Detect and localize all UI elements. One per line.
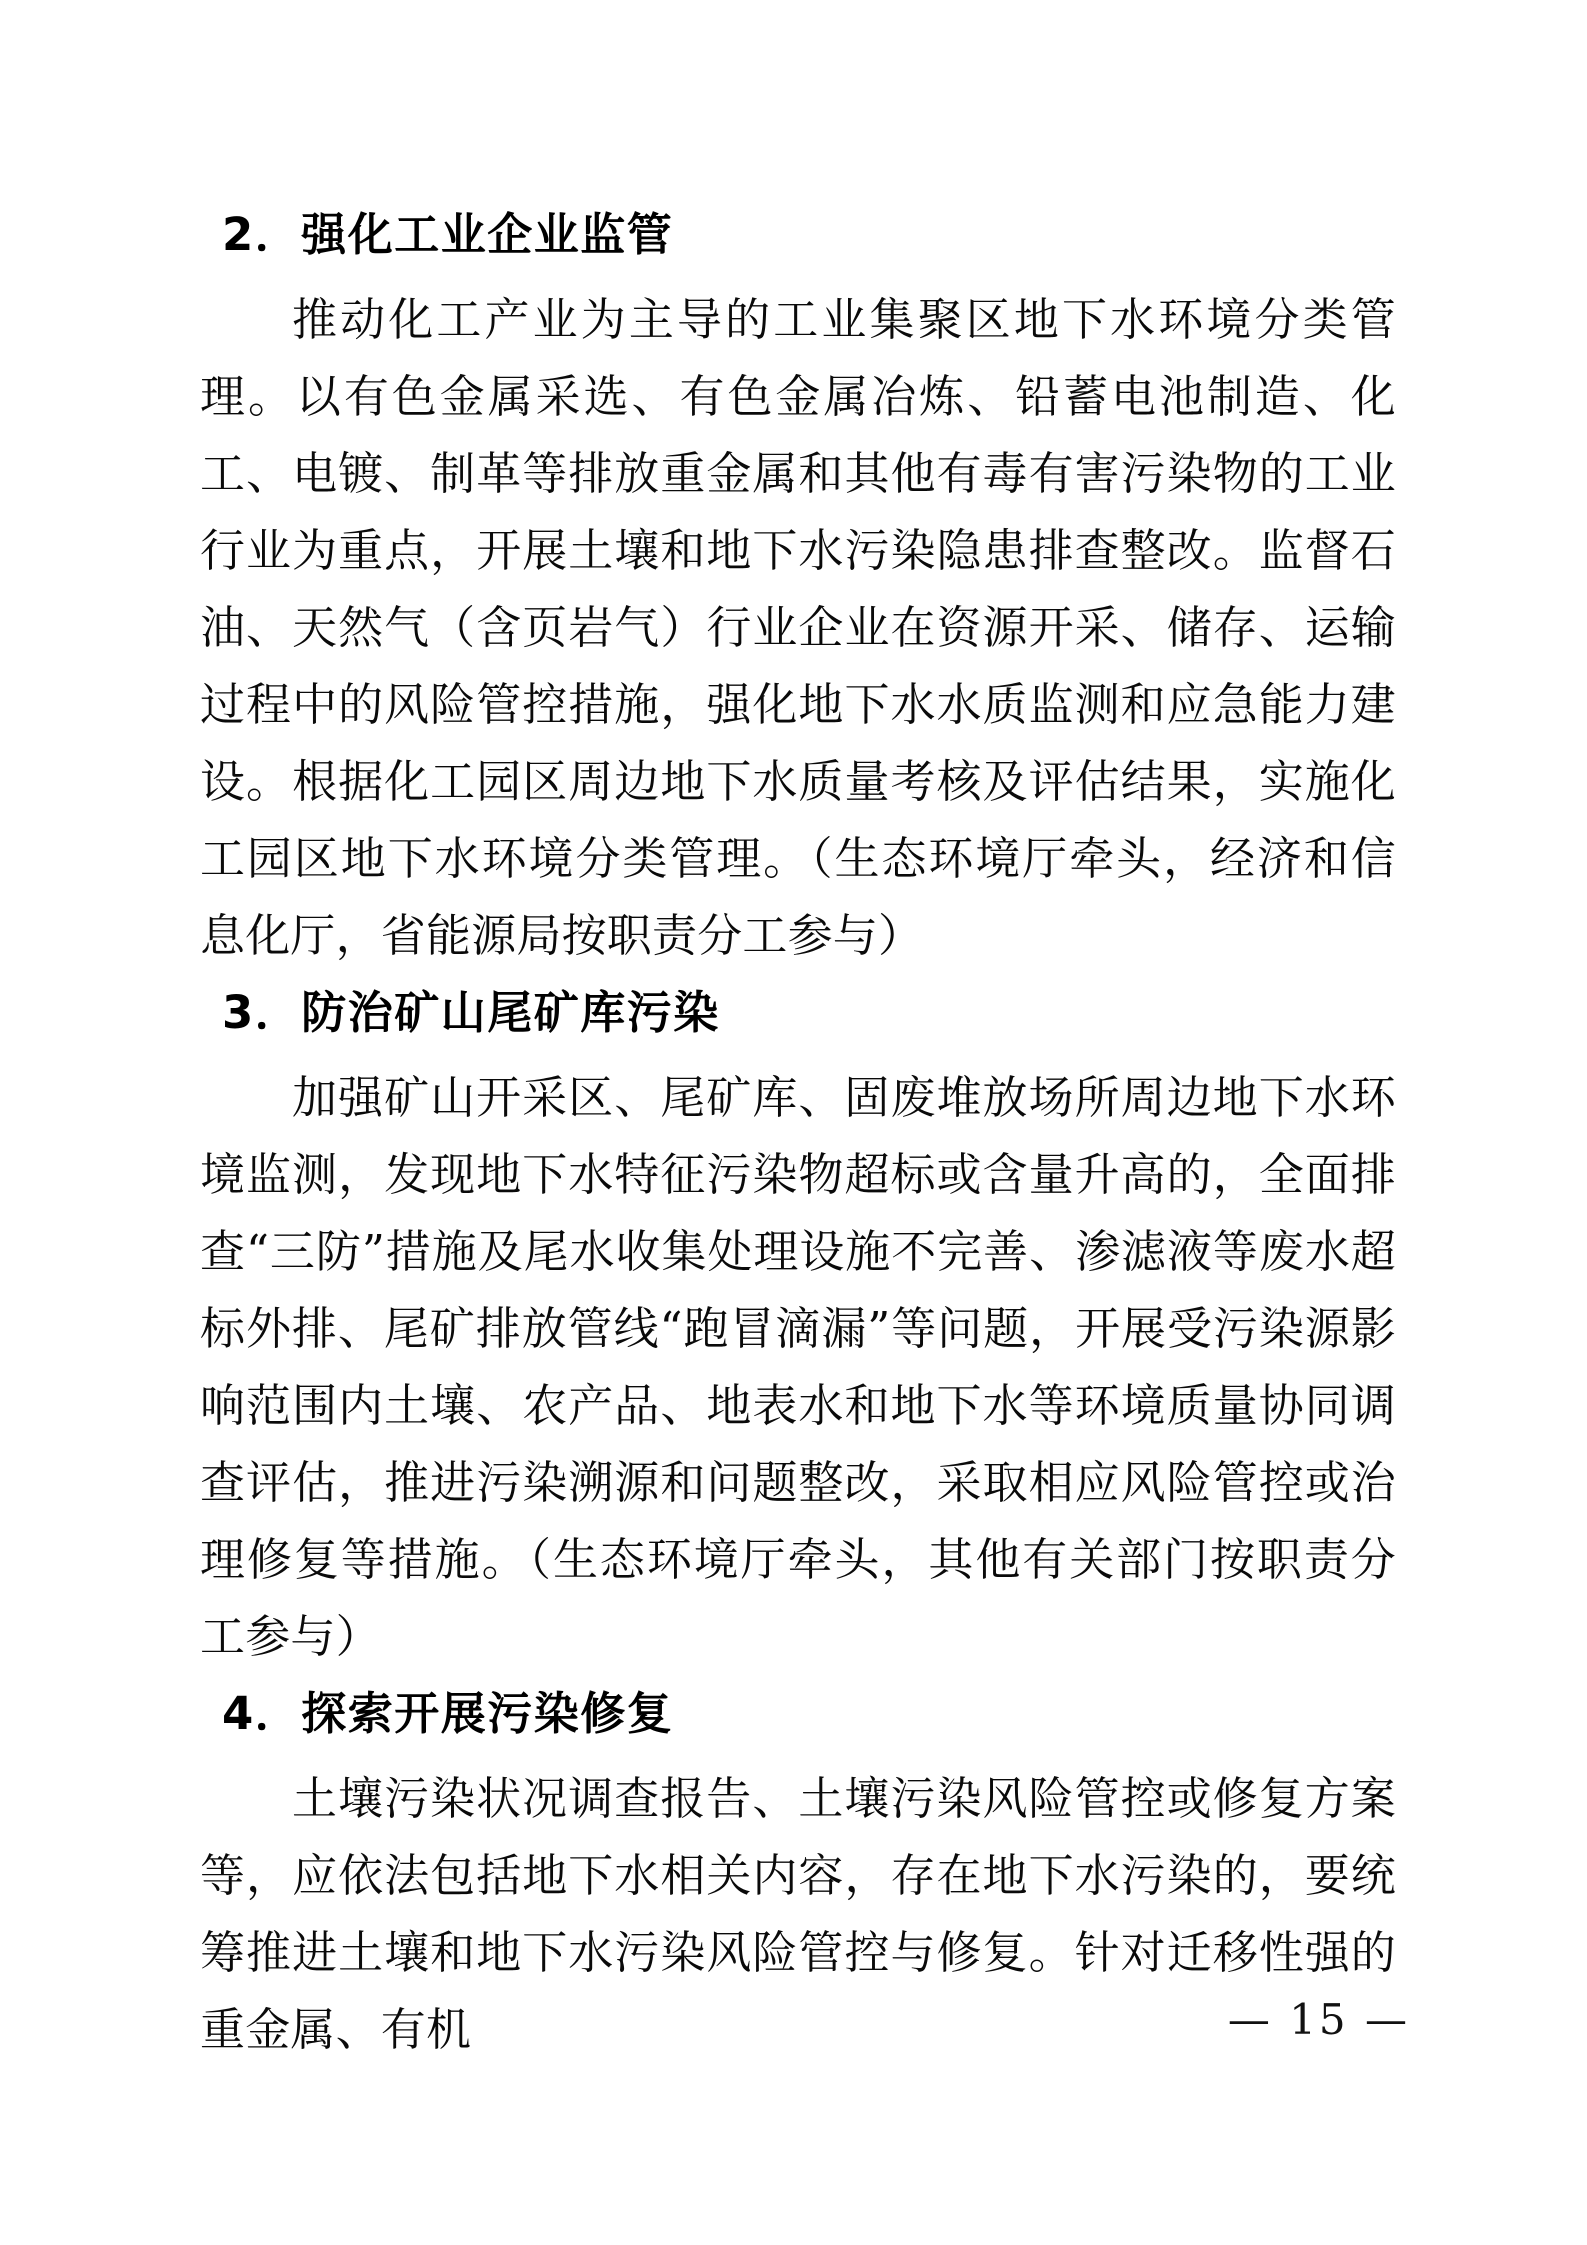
section-heading-3: 3．防治矿山尾矿库污染	[222, 986, 720, 1039]
section-paragraph-3: 加强矿山开采区、尾矿库、固废堆放场所周边地下水环境监测，发现地下水特征污染物超标或含量升高的，全面排查“三防”措施及尾水收集处理设施不完善、渗滤液等废水超标外排、尾矿排放管线“跑冒滴漏”等问题，开展受污染源影响范围内土壤、农产品、地表水和地下水等环境质量协同调查评估，推进污染溯源和问题整改，采取相应风险管控或治理修复等措施。（生态环境厅牵头，其他有关部门按职责分工参与）	[200, 1071, 1396, 1663]
page-content	[200, 196, 1396, 2068]
page-number-footer: — 15 —	[1227, 1995, 1410, 2044]
section-paragraph-4: 土壤污染状况调查报告、土壤污染风险管控或修复方案等，应依法包括地下水相关内容，存在地下水污染的，要统筹推进土壤和地下水污染风险管控与修复。针对迁移性强的重金属、有机	[200, 1772, 1396, 2056]
section-block-3	[200, 974, 1396, 1675]
section-heading-4: 4．探索开展污染修复	[222, 1687, 674, 1740]
section-block-2	[200, 196, 1396, 974]
section-heading-2: 2．强化工业企业监管	[222, 208, 674, 261]
section-paragraph-2: 推动化工产业为主导的工业集聚区地下水环境分类管理。以有色金属采选、有色金属冶炼、铅蓄电池制造、化工、电镀、制革等排放重金属和其他有毒有害污染物的工业行业为重点，开展土壤和地下水污染隐患排查整改。监督石油、天然气（含页岩气）行业企业在资源开采、储存、运输过程中的风险管控措施，强化地下水水质监测和应急能力建设。根据化工园区周边地下水质量考核及评估结果，实施化工园区地下水环境分类管理。（生态环境厅牵头，经济和信息化厅，省能源局按职责分工参与）	[200, 293, 1396, 962]
